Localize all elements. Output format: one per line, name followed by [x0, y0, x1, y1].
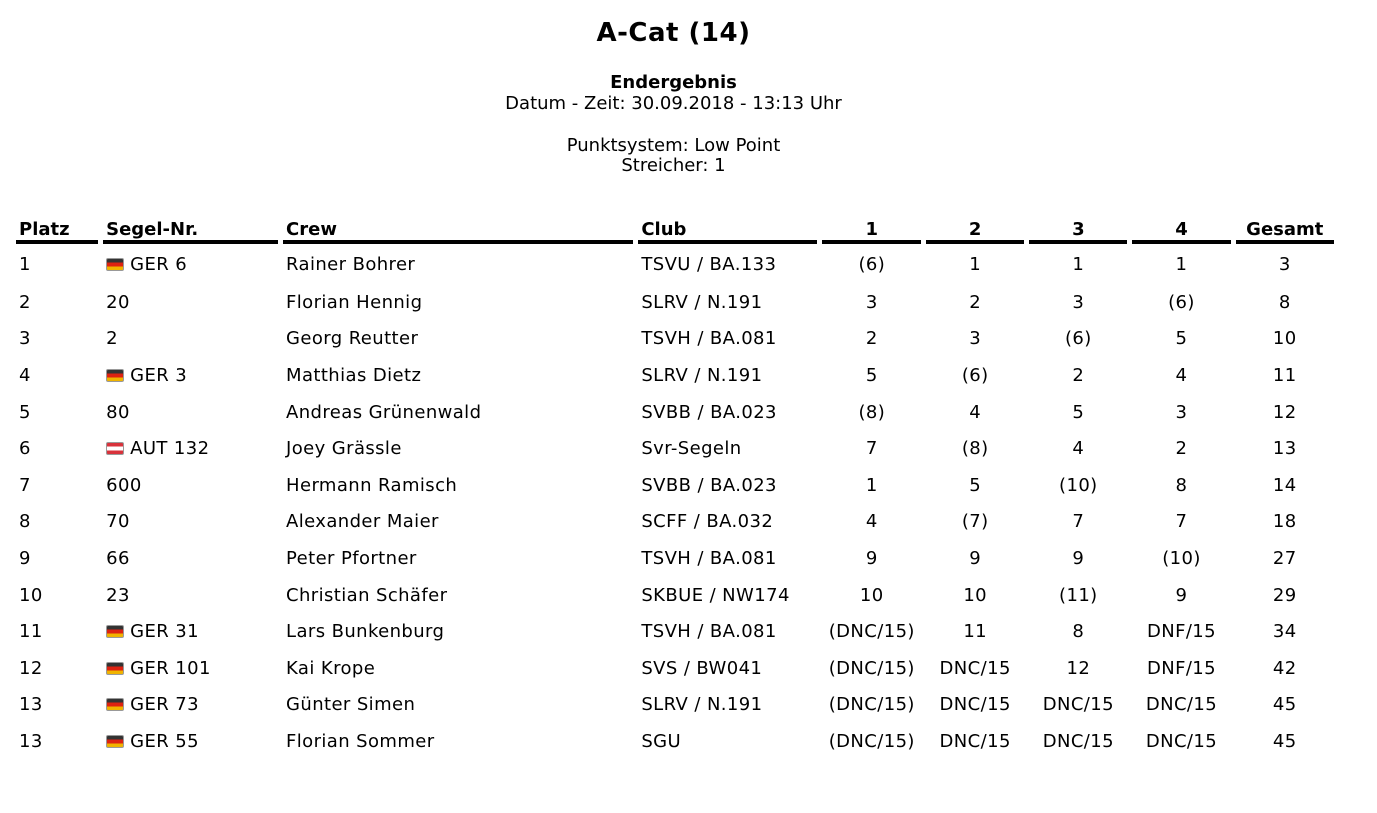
- race-1-cell: [822, 577, 921, 614]
- crew-cell-text: Florian Sommer: [286, 730, 435, 752]
- place-cell-text: 12: [19, 657, 43, 679]
- place-cell-text: 8: [19, 511, 31, 533]
- table-row: [16, 357, 1334, 394]
- place-cell: [16, 467, 98, 504]
- club-cell: [638, 650, 817, 687]
- race-1-cell-text: (6): [858, 253, 886, 275]
- crew-cell-text: Lars Bunkenburg: [286, 621, 445, 643]
- race-3-cell: [1029, 540, 1127, 577]
- sail-number-cell: [103, 723, 278, 760]
- race-2-cell: [926, 650, 1024, 687]
- race-1-cell: [822, 321, 921, 358]
- place-cell: [16, 357, 98, 394]
- crew-cell: [283, 687, 633, 724]
- germany-flag-icon: [106, 698, 124, 711]
- race-3-cell: [1029, 394, 1127, 431]
- race-4-cell: [1132, 357, 1230, 394]
- race-2-cell-text: 1: [969, 253, 982, 275]
- race-4-cell-text: 9: [1175, 584, 1188, 606]
- total-cell-text: 42: [1272, 657, 1297, 679]
- race-4-cell: [1132, 504, 1230, 541]
- table-row: [16, 504, 1334, 541]
- sail-number-cell: [103, 467, 278, 504]
- race-2-cell-text: DNC/15: [939, 694, 1011, 716]
- race-3-cell-text: DNC/15: [1042, 694, 1114, 716]
- race-3-cell: [1029, 430, 1127, 467]
- race-3-cell-text: 5: [1072, 401, 1085, 423]
- race-3-cell-text: 2: [1072, 364, 1085, 386]
- crew-cell-text: Andreas Grünenwald: [286, 401, 482, 423]
- total-cell: [1236, 467, 1334, 504]
- sail-number-cell: [103, 504, 278, 541]
- header-race-2: 2: [926, 214, 1024, 244]
- table-row: [16, 467, 1334, 504]
- crew-cell-text: Florian Hennig: [286, 291, 423, 313]
- total-cell-text: 8: [1278, 291, 1291, 313]
- club-cell-text: Svr-Segeln: [641, 438, 742, 460]
- race-2-cell: [926, 687, 1024, 724]
- table-row: [16, 394, 1334, 431]
- race-1-cell-text: (8): [858, 401, 886, 423]
- race-4-cell: [1132, 321, 1230, 358]
- club-cell: [638, 430, 817, 467]
- race-1-cell-text: 5: [865, 364, 878, 386]
- total-cell-text: 3: [1278, 253, 1291, 275]
- race-4-cell-text: 1: [1175, 253, 1188, 275]
- race-3-cell: [1029, 321, 1127, 358]
- place-cell-text: 2: [19, 291, 31, 313]
- race-3-cell-text: 1: [1072, 253, 1085, 275]
- race-4-cell: [1132, 723, 1230, 760]
- header-club: Club: [638, 214, 817, 244]
- race-1-cell: [822, 504, 921, 541]
- total-cell-text: 10: [1272, 328, 1297, 350]
- race-4-cell-text: DNF/15: [1146, 621, 1217, 643]
- header-race-3: 3: [1029, 214, 1127, 244]
- table-row: [16, 244, 1334, 284]
- place-cell: [16, 613, 98, 650]
- race-2-cell-text: 5: [969, 474, 982, 496]
- place-cell: [16, 687, 98, 724]
- club-cell: [638, 394, 817, 431]
- place-cell-text: 13: [19, 694, 43, 716]
- race-1-cell: [822, 430, 921, 467]
- sail-number-cell: [103, 650, 278, 687]
- sail-number-cell: [103, 244, 278, 284]
- race-2-cell-text: (7): [961, 511, 989, 533]
- race-4-cell: [1132, 687, 1230, 724]
- race-4-cell-text: 3: [1175, 401, 1188, 423]
- race-3-cell: [1029, 504, 1127, 541]
- place-cell-text: 1: [19, 253, 31, 275]
- crew-cell-text: Rainer Bohrer: [286, 253, 416, 275]
- discards: Streicher: 1: [621, 155, 726, 176]
- race-1-cell-text: 4: [865, 511, 878, 533]
- crew-cell: [283, 284, 633, 321]
- sail-number-cell: [103, 321, 278, 358]
- race-4-cell-text: DNF/15: [1146, 657, 1217, 679]
- total-cell: [1236, 577, 1334, 614]
- club-cell-text: SLRV / N.191: [641, 364, 763, 386]
- race-4-cell: [1132, 244, 1230, 284]
- crew-cell-text: Alexander Maier: [286, 511, 439, 533]
- sail-number-cell: [103, 357, 278, 394]
- germany-flag-icon: [106, 662, 124, 675]
- race-2-cell-text: 11: [963, 621, 988, 643]
- table-row: [16, 540, 1334, 577]
- place-cell-text: 13: [19, 730, 43, 752]
- race-1-cell-text: 1: [865, 474, 878, 496]
- race-3-cell-text: (11): [1059, 584, 1098, 606]
- race-4-cell: [1132, 613, 1230, 650]
- crew-cell: [283, 723, 633, 760]
- date-time: Datum - Zeit: 30.09.2018 - 13:13 Uhr: [505, 93, 842, 114]
- race-3-cell-text: 7: [1072, 511, 1085, 533]
- total-cell-text: 27: [1272, 547, 1297, 569]
- race-2-cell: [926, 613, 1024, 650]
- total-cell-text: 11: [1272, 364, 1297, 386]
- total-cell-text: 29: [1272, 584, 1297, 606]
- crew-cell: [283, 577, 633, 614]
- race-3-cell-text: 9: [1072, 547, 1085, 569]
- sail-number-cell-text: GER 55: [130, 730, 199, 752]
- race-2-cell: [926, 504, 1024, 541]
- race-4-cell-text: 7: [1175, 511, 1188, 533]
- place-cell: [16, 577, 98, 614]
- race-2-cell-text: 9: [969, 547, 982, 569]
- race-4-cell-text: (10): [1162, 547, 1201, 569]
- race-3-cell: [1029, 467, 1127, 504]
- race-4-cell: [1132, 650, 1230, 687]
- sail-number-cell: [103, 284, 278, 321]
- sail-number-cell-text: 20: [106, 291, 130, 313]
- total-cell-text: 12: [1272, 401, 1297, 423]
- club-cell: [638, 723, 817, 760]
- club-cell-text: TSVH / BA.081: [641, 621, 777, 643]
- race-1-cell: [822, 357, 921, 394]
- race-2-cell-text: (6): [961, 364, 989, 386]
- place-cell-text: 5: [19, 401, 31, 423]
- sail-number-cell-text: 80: [106, 401, 130, 423]
- race-1-cell-text: (DNC/15): [828, 621, 915, 643]
- race-3-cell-text: 8: [1072, 621, 1085, 643]
- total-cell: [1236, 284, 1334, 321]
- crew-cell: [283, 467, 633, 504]
- table-row: [16, 577, 1334, 614]
- race-1-cell: [822, 244, 921, 284]
- crew-cell-text: Kai Krope: [286, 657, 376, 679]
- race-3-cell-text: 4: [1072, 438, 1085, 460]
- race-1-cell: [822, 687, 921, 724]
- club-cell: [638, 357, 817, 394]
- race-1-cell: [822, 613, 921, 650]
- place-cell-text: 7: [19, 474, 31, 496]
- race-3-cell-text: DNC/15: [1042, 730, 1114, 752]
- place-cell-text: 6: [19, 438, 31, 460]
- club-cell: [638, 321, 817, 358]
- crew-cell-text: Matthias Dietz: [286, 364, 422, 386]
- total-cell: [1236, 650, 1334, 687]
- crew-cell: [283, 650, 633, 687]
- place-cell: [16, 430, 98, 467]
- club-cell: [638, 284, 817, 321]
- crew-cell: [283, 394, 633, 431]
- crew-cell: [283, 244, 633, 284]
- race-3-cell-text: (6): [1064, 328, 1092, 350]
- club-cell-text: SLRV / N.191: [641, 694, 763, 716]
- sail-number-cell-text: GER 31: [130, 621, 199, 643]
- crew-cell: [283, 430, 633, 467]
- table-row: [16, 284, 1334, 321]
- race-2-cell-text: 2: [969, 291, 982, 313]
- points-system: Punktsystem: Low Point: [566, 135, 781, 156]
- total-cell: [1236, 430, 1334, 467]
- race-1-cell-text: (DNC/15): [828, 730, 915, 752]
- total-cell: [1236, 540, 1334, 577]
- club-cell-text: TSVH / BA.081: [641, 328, 777, 350]
- total-cell-text: 45: [1272, 694, 1297, 716]
- race-3-cell: [1029, 357, 1127, 394]
- race-2-cell: [926, 467, 1024, 504]
- race-3-cell: [1029, 577, 1127, 614]
- crew-cell: [283, 613, 633, 650]
- sail-number-cell-text: GER 6: [130, 253, 188, 275]
- crew-cell-text: Christian Schäfer: [286, 584, 448, 606]
- sail-number-cell: [103, 577, 278, 614]
- header-total: Gesamt: [1236, 214, 1334, 244]
- table-row: [16, 723, 1334, 760]
- club-cell-text: SVBB / BA.023: [641, 474, 777, 496]
- race-1-cell-text: 7: [865, 438, 878, 460]
- race-1-cell: [822, 723, 921, 760]
- place-cell-text: 11: [19, 621, 43, 643]
- total-cell-text: 13: [1272, 438, 1297, 460]
- table-row: [16, 650, 1334, 687]
- race-4-cell-text: 8: [1175, 474, 1188, 496]
- race-3-cell: [1029, 723, 1127, 760]
- race-1-cell: [822, 540, 921, 577]
- results-table: [11, 214, 1339, 760]
- germany-flag-icon: [106, 369, 124, 382]
- total-cell-text: 18: [1272, 511, 1297, 533]
- total-cell-text: 14: [1272, 474, 1297, 496]
- race-4-cell-text: (6): [1168, 291, 1195, 313]
- sail-number-cell-text: GER 101: [130, 657, 211, 679]
- race-4-cell: [1132, 430, 1230, 467]
- race-2-cell: [926, 244, 1024, 284]
- club-cell: [638, 467, 817, 504]
- sail-number-cell: [103, 394, 278, 431]
- crew-cell: [283, 321, 633, 358]
- sail-number-cell-text: 2: [106, 328, 118, 350]
- race-2-cell-text: DNC/15: [939, 657, 1011, 679]
- table-row: [16, 613, 1334, 650]
- sail-number-cell: [103, 687, 278, 724]
- sail-number-cell-text: 66: [106, 547, 130, 569]
- place-cell: [16, 244, 98, 284]
- sail-number-cell-text: GER 3: [130, 364, 188, 386]
- race-1-cell-text: 10: [859, 584, 884, 606]
- race-1-cell: [822, 284, 921, 321]
- crew-cell-text: Günter Simen: [286, 694, 416, 716]
- race-4-cell-text: DNC/15: [1145, 694, 1218, 716]
- club-cell-text: SCFF / BA.032: [641, 511, 774, 533]
- total-cell: [1236, 244, 1334, 284]
- race-2-cell: [926, 357, 1024, 394]
- place-cell-text: 9: [19, 547, 31, 569]
- race-2-cell: [926, 540, 1024, 577]
- sail-number-cell: [103, 540, 278, 577]
- table-row: [16, 430, 1334, 467]
- race-4-cell: [1132, 284, 1230, 321]
- race-3-cell: [1029, 244, 1127, 284]
- race-2-cell: [926, 284, 1024, 321]
- club-cell-text: TSVH / BA.081: [641, 547, 777, 569]
- total-cell: [1236, 321, 1334, 358]
- page-title: A-Cat (14): [596, 18, 751, 48]
- race-4-cell-text: 4: [1175, 364, 1188, 386]
- race-4-cell: [1132, 467, 1230, 504]
- race-3-cell: [1029, 613, 1127, 650]
- table-row: [16, 687, 1334, 724]
- club-cell: [638, 577, 817, 614]
- place-cell-text: 4: [19, 364, 31, 386]
- place-cell: [16, 723, 98, 760]
- crew-cell: [283, 357, 633, 394]
- race-1-cell-text: 3: [865, 291, 878, 313]
- total-cell: [1236, 394, 1334, 431]
- race-2-cell-text: (8): [961, 438, 989, 460]
- race-3-cell-text: 12: [1066, 657, 1091, 679]
- race-4-cell: [1132, 540, 1230, 577]
- race-2-cell: [926, 723, 1024, 760]
- race-3-cell: [1029, 650, 1127, 687]
- race-1-cell-text: 9: [865, 547, 878, 569]
- total-cell-text: 34: [1272, 621, 1297, 643]
- club-cell-text: SGU: [641, 730, 682, 752]
- header-crew: Crew: [283, 214, 633, 244]
- race-4-cell: [1132, 577, 1230, 614]
- sail-number-cell-text: 600: [106, 474, 142, 496]
- austria-flag-icon: [106, 442, 124, 455]
- club-cell: [638, 540, 817, 577]
- race-3-cell-text: (10): [1059, 474, 1098, 496]
- race-1-cell-text: 2: [865, 328, 878, 350]
- total-cell: [1236, 723, 1334, 760]
- header-sail: Segel-Nr.: [103, 214, 278, 244]
- header-race-4: 4: [1132, 214, 1230, 244]
- race-2-cell: [926, 394, 1024, 431]
- total-cell: [1236, 613, 1334, 650]
- race-2-cell-text: 10: [963, 584, 988, 606]
- race-3-cell-text: 3: [1072, 291, 1085, 313]
- sail-number-cell-text: 70: [106, 511, 130, 533]
- race-1-cell: [822, 650, 921, 687]
- race-1-cell: [822, 467, 921, 504]
- crew-cell: [283, 540, 633, 577]
- race-4-cell-text: 5: [1175, 328, 1188, 350]
- race-1-cell-text: (DNC/15): [828, 694, 915, 716]
- race-4-cell: [1132, 394, 1230, 431]
- race-3-cell: [1029, 687, 1127, 724]
- club-cell: [638, 687, 817, 724]
- crew-cell-text: Hermann Ramisch: [286, 474, 458, 496]
- club-cell: [638, 244, 817, 284]
- race-2-cell-text: DNC/15: [939, 730, 1011, 752]
- club-cell-text: TSVU / BA.133: [641, 253, 777, 275]
- race-2-cell: [926, 321, 1024, 358]
- header-place: Platz: [16, 214, 98, 244]
- sail-number-cell-text: AUT 132: [130, 438, 210, 460]
- place-cell: [16, 650, 98, 687]
- club-cell-text: SVBB / BA.023: [641, 401, 777, 423]
- club-cell: [638, 613, 817, 650]
- club-cell-text: SKBUE / NW174: [641, 584, 790, 606]
- race-2-cell: [926, 577, 1024, 614]
- race-2-cell: [926, 430, 1024, 467]
- germany-flag-icon: [106, 735, 124, 748]
- result-subtitle: Endergebnis: [610, 72, 737, 93]
- race-1-cell: [822, 394, 921, 431]
- table-row: [16, 321, 1334, 358]
- sail-number-cell: [103, 613, 278, 650]
- race-2-cell-text: 4: [969, 401, 982, 423]
- crew-cell-text: Peter Pfortner: [286, 547, 417, 569]
- total-cell: [1236, 687, 1334, 724]
- place-cell-text: 3: [19, 328, 31, 350]
- germany-flag-icon: [106, 258, 124, 271]
- total-cell-text: 45: [1272, 730, 1297, 752]
- place-cell: [16, 394, 98, 431]
- place-cell: [16, 321, 98, 358]
- header-race-1: 1: [822, 214, 921, 244]
- place-cell: [16, 504, 98, 541]
- results-body: [16, 244, 1334, 760]
- club-cell-text: SLRV / N.191: [641, 291, 763, 313]
- sail-number-cell-text: 23: [106, 584, 130, 606]
- total-cell: [1236, 504, 1334, 541]
- total-cell: [1236, 357, 1334, 394]
- place-cell: [16, 284, 98, 321]
- race-3-cell: [1029, 284, 1127, 321]
- race-4-cell-text: DNC/15: [1145, 730, 1218, 752]
- club-cell-text: SVS / BW041: [641, 657, 763, 679]
- sail-number-cell: [103, 430, 278, 467]
- place-cell-text: 10: [19, 584, 43, 606]
- race-4-cell-text: 2: [1175, 438, 1188, 460]
- crew-cell-text: Georg Reutter: [286, 328, 419, 350]
- place-cell: [16, 540, 98, 577]
- header-row: [16, 214, 1334, 244]
- club-cell: [638, 504, 817, 541]
- race-2-cell-text: 3: [969, 328, 982, 350]
- germany-flag-icon: [106, 625, 124, 638]
- race-1-cell-text: (DNC/15): [828, 657, 915, 679]
- crew-cell: [283, 504, 633, 541]
- crew-cell-text: Joey Grässle: [286, 438, 402, 460]
- sail-number-cell-text: GER 73: [130, 694, 199, 716]
